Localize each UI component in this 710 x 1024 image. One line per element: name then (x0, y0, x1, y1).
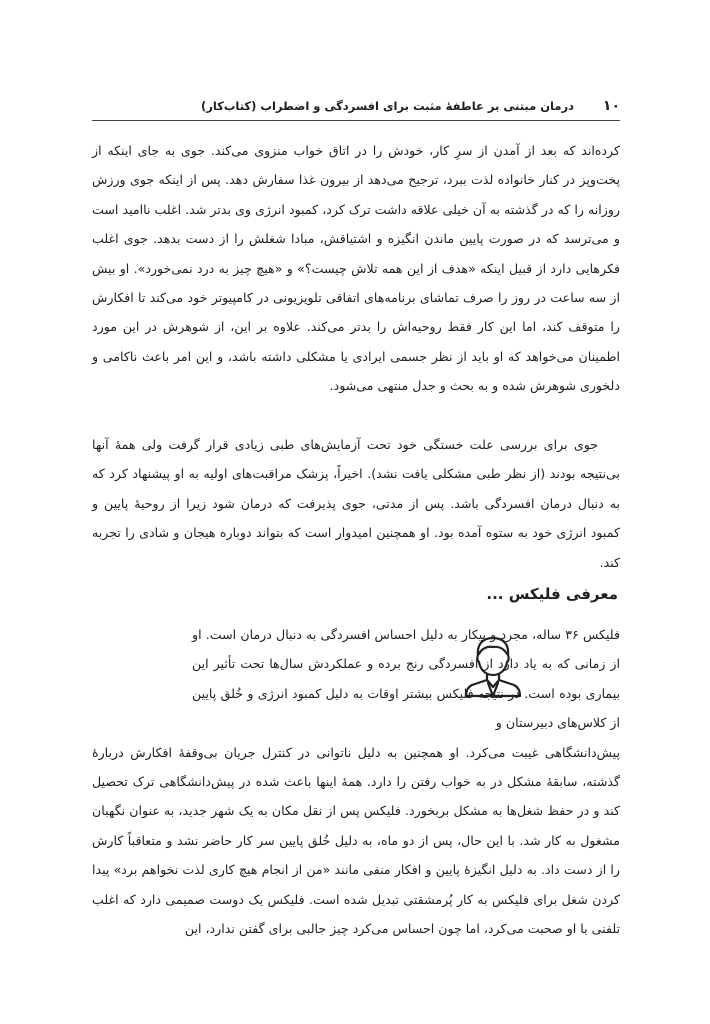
running-title: درمان مبتنی بر عاطفهٔ مثبت برای افسردگی و اضطراب (کتاب‌کار) (200, 99, 574, 113)
running-header (92, 98, 620, 121)
felix-paragraph-first: فلیکس ۳۶ ساله، مجرد و بیکار به دلیل احساس افسردگی به دنبال درمان است. او از زمانی که به یاد دارد از افسردگی رنج برده و عملکردش سال‌ها تحت تأثیر این بیماری بوده است. در نتیجه فلیکس بیشتر اوقات به دلیل کمبود انرژی و خُلق پایین از کلاس‌های دبیرستان و (192, 627, 620, 731)
paragraph-2-block (92, 430, 620, 577)
felix-intro-block (92, 620, 620, 943)
page-number: ۱۰ (602, 98, 620, 114)
paragraph-2: جوی برای بررسی علت خستگی خود تحت آزمایش‌های طبی زیادی قرار گرفت ولی همهٔ آنها بی‌نتیجه بودند (از نظر طبی مشکلی یافت نشد). اخیراً، پزشک مراقبت‌های اولیه به او پیشنهاد کرد که به دنبال درمان افسردگی باشد. پس از مدتی، جوی پذیرفت که درمان شود زیرا از روحیهٔ پایین و کمبود انرژی خود به ستوه آمده بود. او همچنین امیدوار است که بتواند دوباره هیجان و شادی را تجربه کند. (92, 437, 620, 570)
paragraph-1: کرده‌اند که بعد از آمدن از سرِ کار، خودش را در اتاق خواب منزوی می‌کند. جوی به جای اینکه از پخت‌وپز در کنار خانواده لذت ببرد، ترجیح می‌دهد از بیرون غذا سفارش دهد. پس از اینکه جوی ورزش روزانه را که در گذشته به آن خیلی علاقه داشت ترک کرد، کمبود انرژی وی بدتر شد. اغلب ناامید است و می‌ترسد که در صورت پایین ماندن انگیزه و اشتیاقش، مبادا شغلش را از دست بدهد. جوی اغلب فکرهایی دارد از قبیل اینکه «هدف از این همه تلاش چیست؟» و «هیچ چیز به درد نمی‌خورد». او بیش از سه ساعت در روز را صرف تماشای برنامه‌های اتفاقی تلویزیونی در کامپیوتر خود می‌کند تا افکارش را متوقف کند، اما این کار فقط روحیه‌اش را بدتر می‌کند. علاوه بر این، از شوهرش در این مورد اطمینان می‌خواهد که او باید از نظر جسمی ایرادی یا مشکلی داشته باشد، و این امر باعث ناکامی و دلخوری شوهرش شده و به بحث و جدل منتهی می‌شود. (92, 143, 620, 394)
paragraph-1-block (92, 136, 620, 401)
felix-paragraph-rest: پیش‌دانشگاهی غیبت می‌کرد. او همچنین به دلیل ناتوانی در کنترل جریان بی‌وقفهٔ افکارش دربارهٔ گذشته، سابقهٔ مشکل در به خواب رفتن را دارد. همهٔ اینها باعث شده در پیش‌دانشگاهی ترک تحصیل کند و در حفظ شغل‌ها به مشکل بربخورد. فلیکس پس از نقل مکان به یک شهر جدید، به عنوان نگهبان مشغول به کار شد. با این حال، پس از دو ماه، به دلیل خُلق پایین سر کار حاضر نشد و متعاقباً کارش را از دست داد. به دلیل انگیزهٔ پایین و افکار منفی مانند «من از انجام هیچ کاری لذت نخواهم برد» پیدا کردن شغل برای فلیکس به کار پُرمشقتی تبدیل شده است. فلیکس یک دوست صمیمی دارد که اغلب تلفنی با او صحبت می‌کرد، اما چون احساس می‌کرد چیز جالبی برای گفتن ندارد، این (92, 744, 620, 937)
section-title: معرفی فلیکس ... (486, 585, 618, 603)
